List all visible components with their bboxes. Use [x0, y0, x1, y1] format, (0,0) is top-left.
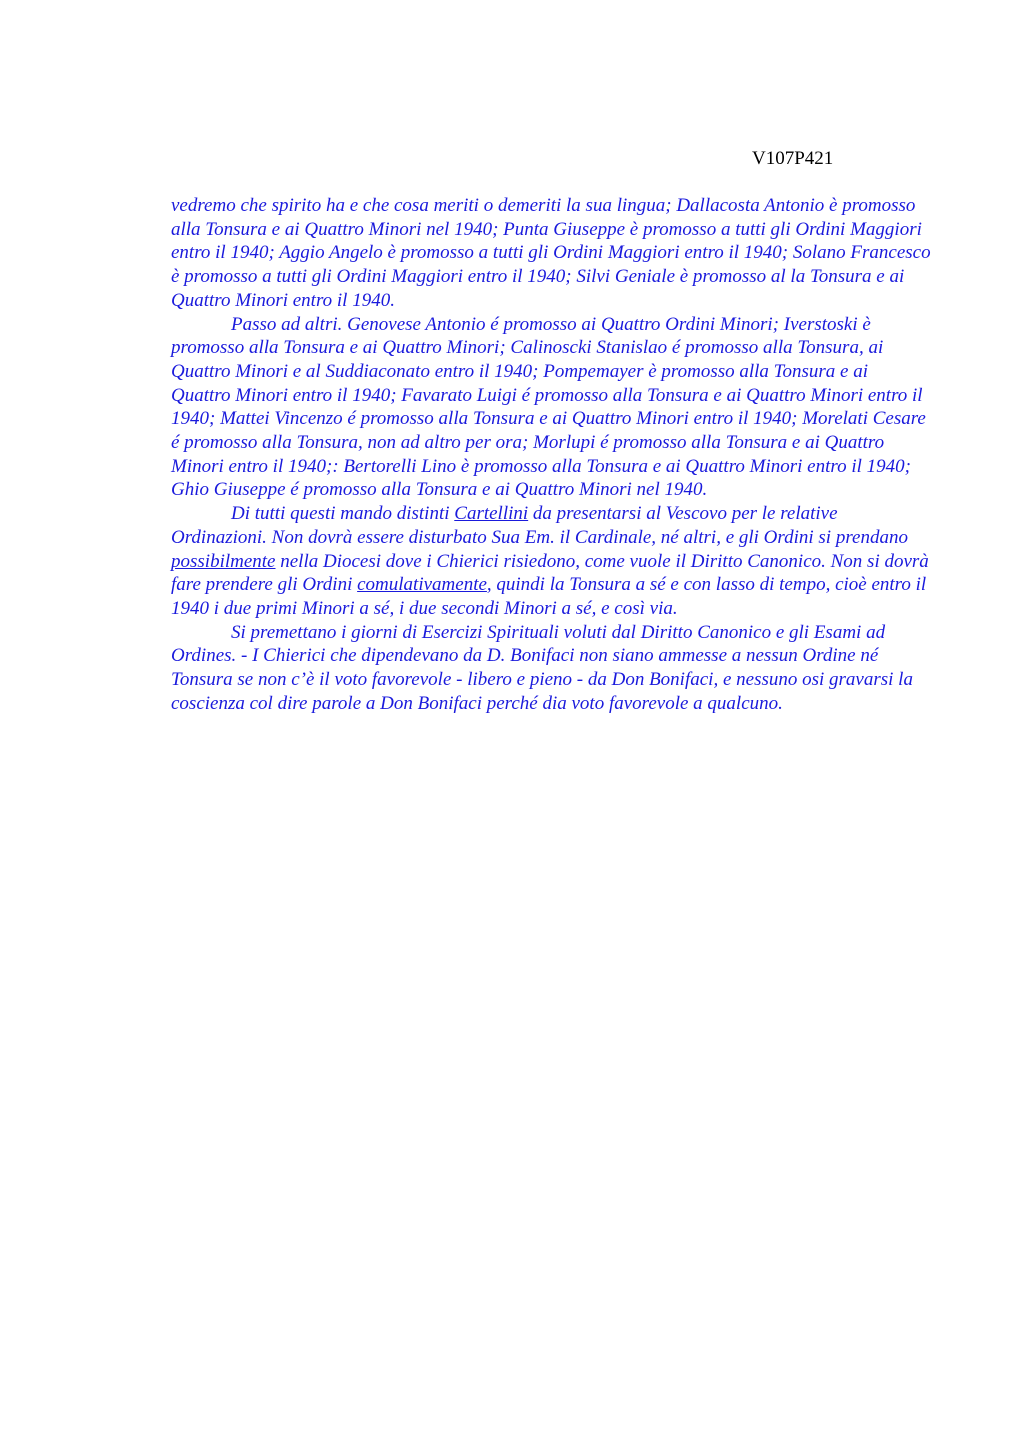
- underlined-term-possibilmente: possibilmente: [171, 550, 276, 572]
- document-body: [171, 194, 931, 715]
- paragraph-3-text: , quindi la Tonsura a sé e con lasso di tempo, cioè entro il 1940 i due primi Minori a sé, i due secondi Minori a sé, e così via.: [171, 574, 927, 619]
- paragraph-3-text: nella Diocesi dove i Chierici risiedono, come vuole il Diritto Canonico. Non si dovrà fare prendere gli Ordini: [171, 550, 929, 596]
- underlined-term-cartellini: Cartellini: [454, 503, 529, 525]
- paragraph-4: Si premettano i giorni di Esercizi Spirituali voluti dal Diritto Canonico e gli Esami ad Ordines. - I Chierici che dipendevano da D. Bonifaci non siano ammesse a nessun Ordine né Tonsura se non c’è il voto favorevole - libero e pieno - da Don Bonifaci, e nessuno osi gravarsi la coscienza col dire parole a Don Bonifaci perché dia voto favorevole a qualcuno.: [171, 621, 913, 714]
- paragraph-3-text: da presentarsi al Vescovo per le relative Ordinazioni. Non dovrà essere disturbato Sua Em. il Cardinale, né altri, e gli Ordini si prendano: [171, 503, 908, 548]
- page-identifier: V107P421: [752, 148, 834, 169]
- underlined-term-comulativamente: comulativamente: [357, 574, 487, 596]
- paragraph-3: [171, 502, 931, 621]
- paragraph-3-text: Di tutti questi mando distinti: [231, 503, 455, 525]
- paragraph-1: vedremo che spirito ha e che cosa meriti o demeriti la sua lingua; Dallacosta Antonio è promosso alla Tonsura e ai Quattro Minori nel 1940; Punta Giuseppe è promosso a tutti gli Ordini Maggiori entro il 1940; Aggio Angelo è promosso a tutti gli Ordini Maggiori entro il 1940; Solano Francesco è promosso a tutti gli Ordini Maggiori entro il 1940; Silvi Geniale è promosso al la Tonsura e ai Quattro Minori entro il 1940.: [171, 195, 931, 311]
- paragraph-2: Passo ad altri. Genovese Antonio é promosso ai Quattro Ordini Minori; Iverstoski è promosso alla Tonsura e ai Quattro Minori; Calinoscki Stanislao é promosso alla Tonsura, ai Quattro Minori e al Suddiaconato entro il 1940; Pompemayer è promosso alla Tonsura e ai Quattro Minori entro il 1940; Favarato Luigi é promosso alla Tonsura e ai Quattro Minori entro il 1940; Mattei Vincenzo é promosso alla Tonsura e ai Quattro Minori entro il 1940; Morelati Cesare é promosso alla Tonsura, non ad altro per ora; Morlupi é promosso alla Tonsura e ai Quattro Minori entro il 1940;: Bertorelli Lino è promosso alla Tonsura e ai Quattro Minori entro il 1940; Ghio Giuseppe é promosso alla Tonsura e ai Quattro Minori nel 1940.: [171, 313, 926, 501]
